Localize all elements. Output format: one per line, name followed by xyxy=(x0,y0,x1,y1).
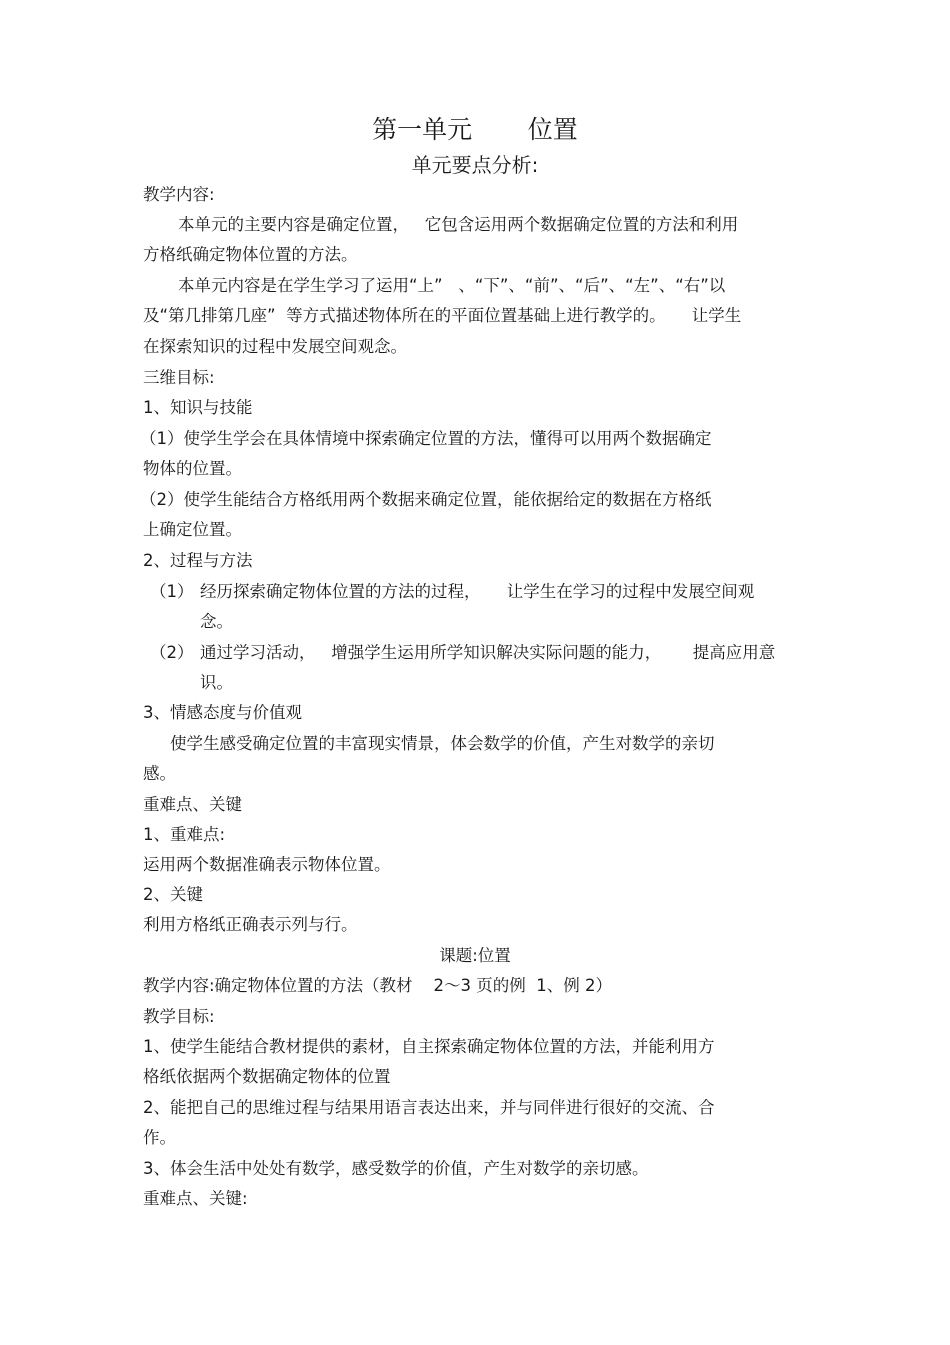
paragraph-line: 使学生感受确定位置的丰富现实情景，体会数学的价值，产生对数学的亲切 xyxy=(170,734,715,753)
list-item: 通过学习活动， 增强学生运用所学知识解决实际问题的能力， 提高应用意 xyxy=(200,643,776,662)
subheading-process: 2、过程与方法 xyxy=(143,551,253,570)
section-heading-objectives: 教学目标: xyxy=(143,1007,215,1026)
list-item-continued: 识。 xyxy=(200,673,233,692)
subheading-key: 2、关键 xyxy=(143,885,203,904)
list-item-continued: 格纸依据两个数据确定物体的位置 xyxy=(143,1067,391,1086)
section-heading-content: 教学内容: xyxy=(143,185,215,204)
paragraph-line: 本单元内容是在学生学习了运用“上” 、“下”、“前”、“后”、“左”、“右”以 xyxy=(178,276,726,295)
list-item: （2）使学生能结合方格纸用两个数据来确定位置，能依据给定的数据在方格纸 xyxy=(140,490,712,509)
list-number: （2） xyxy=(150,643,194,662)
paragraph-line: 利用方格纸正确表示列与行。 xyxy=(143,915,358,934)
section-heading-keypoints-2: 重难点、关键: xyxy=(143,1189,248,1208)
paragraph-line: 感。 xyxy=(143,764,176,783)
list-number: （1） xyxy=(150,582,194,601)
list-item-continued: 念。 xyxy=(200,612,233,631)
unit-subtitle: 单元要点分析: xyxy=(411,153,539,177)
paragraph-line: 在探索知识的过程中发展空间观念。 xyxy=(143,337,407,356)
paragraph-line: 运用两个数据准确表示物体位置。 xyxy=(143,855,391,874)
list-item-continued: 作。 xyxy=(143,1128,176,1147)
lesson-title: 课题:位置 xyxy=(439,946,511,965)
paragraph-line: 方格纸确定物体位置的方法。 xyxy=(143,245,358,264)
lesson-content: 教学内容:确定物体位置的方法（教材 2～3 页的例 1、例 2） xyxy=(143,976,613,995)
list-item-continued: 物体的位置。 xyxy=(143,459,242,478)
section-heading-goals: 三维目标: xyxy=(143,368,215,387)
section-heading-keypoints: 重难点、关键 xyxy=(143,795,242,814)
list-item: 经历探索确定物体位置的方法的过程， 让学生在学习的过程中发展空间观 xyxy=(200,582,755,601)
paragraph-line: 及“第几排第几座” 等方式描述物体所在的平面位置基础上进行教学的。 让学生 xyxy=(143,306,742,325)
list-item: 1、使学生能结合教材提供的素材，自主探索确定物体位置的方法，并能利用方 xyxy=(143,1037,715,1056)
list-item: 2、能把自己的思维过程与结果用语言表达出来，并与同伴进行很好的交流、合 xyxy=(143,1098,715,1117)
list-item-continued: 上确定位置。 xyxy=(143,520,242,539)
unit-title: 第一单元 位置 xyxy=(372,115,578,144)
subheading-attitude: 3、情感态度与价值观 xyxy=(143,703,302,722)
subheading-difficulty: 1、重难点: xyxy=(143,825,226,844)
paragraph-line: 本单元的主要内容是确定位置， 它包含运用两个数据确定位置的方法和利用 xyxy=(178,215,739,234)
subheading-knowledge: 1、知识与技能 xyxy=(143,398,253,417)
list-item: （1）使学生学会在具体情境中探索确定位置的方法，懂得可以用两个数据确定 xyxy=(140,429,712,448)
list-item: 3、体会生活中处处有数学，感受数学的价值，产生对数学的亲切感。 xyxy=(143,1159,649,1178)
